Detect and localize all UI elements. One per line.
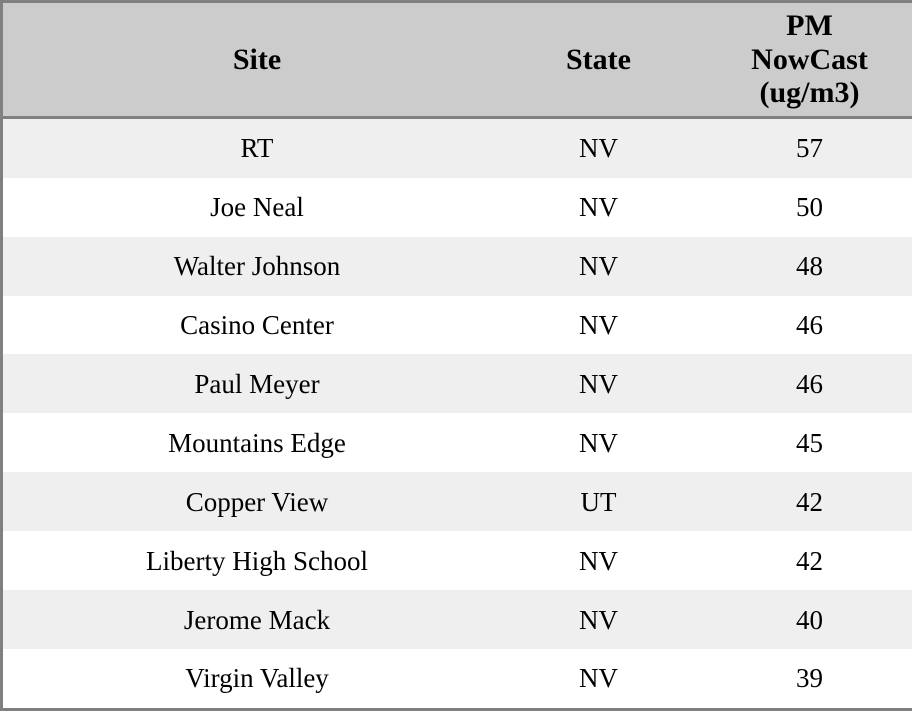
column-header-site-label: Site bbox=[232, 42, 282, 76]
cell-state: NV bbox=[579, 368, 618, 399]
cell-state: NV bbox=[579, 663, 618, 694]
table-row bbox=[3, 413, 912, 472]
table-row bbox=[3, 237, 912, 296]
cell-pm-nowcast: 45 bbox=[796, 427, 823, 458]
cell-site: Virgin Valley bbox=[185, 663, 329, 694]
air-quality-table bbox=[3, 3, 912, 708]
table-row bbox=[3, 178, 912, 237]
cell-site: Liberty High School bbox=[146, 545, 368, 576]
cell-site: Jerome Mack bbox=[183, 604, 331, 635]
column-header-pm-nowcast-line2: NowCast bbox=[751, 42, 868, 76]
cell-pm-nowcast: 42 bbox=[796, 486, 823, 517]
cell-state: NV bbox=[579, 133, 618, 164]
table-header-row bbox=[3, 3, 912, 117]
cell-pm-nowcast: 46 bbox=[796, 368, 823, 399]
cell-pm-nowcast: 40 bbox=[796, 604, 823, 635]
column-header-site bbox=[3, 3, 511, 117]
cell-pm-nowcast: 57 bbox=[796, 133, 823, 164]
cell-state: UT bbox=[580, 486, 617, 517]
table-row bbox=[3, 531, 912, 590]
table-row bbox=[3, 590, 912, 649]
column-header-pm-nowcast bbox=[686, 3, 912, 117]
table-row bbox=[3, 472, 912, 531]
cell-site: Paul Meyer bbox=[194, 368, 320, 399]
table-header bbox=[3, 3, 912, 117]
cell-site: Joe Neal bbox=[210, 192, 304, 223]
cell-pm-nowcast: 42 bbox=[796, 545, 823, 576]
cell-site: Casino Center bbox=[180, 309, 334, 340]
column-header-state bbox=[511, 3, 686, 117]
cell-site: Walter Johnson bbox=[173, 251, 341, 282]
cell-site: Copper View bbox=[185, 486, 329, 517]
cell-site: RT bbox=[240, 133, 274, 164]
column-header-state-label: State bbox=[566, 42, 631, 76]
column-header-pm-nowcast-line3: (ug/m3) bbox=[759, 76, 860, 110]
cell-state: NV bbox=[579, 251, 618, 282]
cell-state: NV bbox=[579, 545, 618, 576]
cell-pm-nowcast: 48 bbox=[796, 251, 823, 282]
cell-state: NV bbox=[579, 309, 618, 340]
cell-site: Mountains Edge bbox=[168, 427, 346, 458]
cell-pm-nowcast: 50 bbox=[796, 192, 823, 223]
table-row bbox=[3, 649, 912, 708]
cell-pm-nowcast: 46 bbox=[796, 309, 823, 340]
cell-state: NV bbox=[579, 192, 618, 223]
cell-pm-nowcast: 39 bbox=[796, 663, 823, 694]
cell-state: NV bbox=[579, 604, 618, 635]
table-row bbox=[3, 296, 912, 355]
table-body bbox=[3, 117, 912, 708]
column-header-pm-nowcast-line1: PM bbox=[786, 9, 833, 42]
table-row bbox=[3, 354, 912, 413]
table-row bbox=[3, 117, 912, 177]
cell-state: NV bbox=[579, 427, 618, 458]
